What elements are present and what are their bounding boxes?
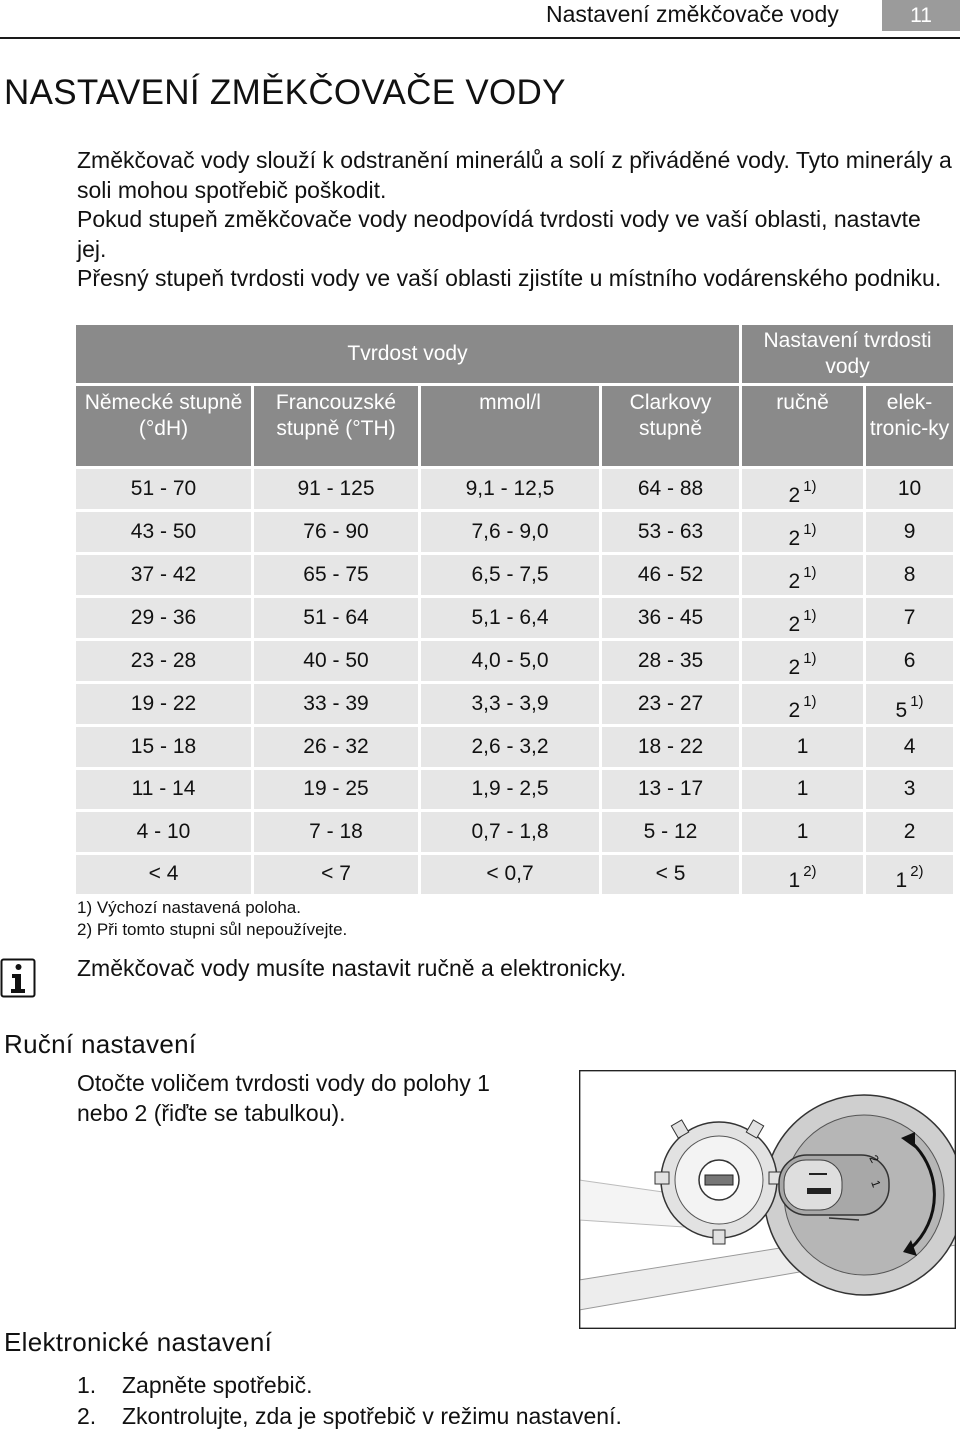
table-cell bbox=[866, 684, 953, 724]
electronic-steps bbox=[77, 1370, 622, 1431]
footnote-mark: 1) bbox=[910, 693, 923, 710]
table-cell: 8 bbox=[866, 555, 953, 595]
list-item bbox=[77, 1401, 622, 1431]
table-cell: 1 bbox=[742, 812, 863, 852]
table-cell: 51 - 64 bbox=[254, 598, 418, 638]
cell-value: 2 bbox=[789, 613, 801, 636]
table-cell bbox=[866, 855, 953, 895]
table-cell: 0,7 - 1,8 bbox=[421, 812, 599, 852]
header-divider bbox=[0, 37, 960, 39]
list-item bbox=[77, 1370, 622, 1401]
table-cell: 26 - 32 bbox=[254, 727, 418, 767]
table-cell: 6,5 - 7,5 bbox=[421, 555, 599, 595]
column-header: elek-tronic-ky bbox=[866, 386, 953, 466]
table-row bbox=[76, 469, 953, 509]
table-cell bbox=[742, 855, 863, 895]
footnote-mark: 1) bbox=[803, 478, 816, 495]
cell-value: 2 bbox=[789, 656, 801, 679]
section-heading-electronic: Elektronické nastavení bbox=[4, 1327, 272, 1358]
table-cell: 18 - 22 bbox=[602, 727, 739, 767]
info-icon bbox=[0, 958, 36, 998]
footnote-2: 2) Při tomto stupni sůl nepoužívejte. bbox=[77, 919, 347, 941]
table-row bbox=[76, 855, 953, 895]
step-number: 2. bbox=[77, 1401, 122, 1431]
manual-instruction: Otočte voličem tvrdosti vody do polohy 1 nebo 2 (řiďte se tabulkou). bbox=[77, 1068, 547, 1128]
table-row bbox=[76, 598, 953, 638]
table-cell: < 5 bbox=[602, 855, 739, 895]
column-header: ručně bbox=[742, 386, 863, 466]
intro-paragraph-2: Pokud stupeň změkčovače vody neodpovídá tvrdosti vody ve vaší oblasti, nastavte jej. bbox=[77, 205, 955, 264]
footnote-mark: 1) bbox=[803, 564, 816, 581]
table-cell: < 4 bbox=[76, 855, 251, 895]
table-cell: 7,6 - 9,0 bbox=[421, 512, 599, 552]
table-cell: 46 - 52 bbox=[602, 555, 739, 595]
table-row bbox=[76, 727, 953, 767]
footnote-mark: 2) bbox=[910, 863, 923, 880]
intro-paragraph-1: Změkčovač vody slouží k odstranění minerálů a solí z přiváděné vody. Tyto minerály a soli mohou spotřebič poškodit. bbox=[77, 146, 955, 205]
table-cell: 2,6 - 3,2 bbox=[421, 727, 599, 767]
table-cell: 15 - 18 bbox=[76, 727, 251, 767]
column-header: mmol/l bbox=[421, 386, 599, 466]
table-cell: 51 - 70 bbox=[76, 469, 251, 509]
table-cell: 1 bbox=[742, 770, 863, 810]
group-header-hardness: Tvrdost vody bbox=[76, 325, 739, 383]
table-cell bbox=[742, 598, 863, 638]
table-cell: 37 - 42 bbox=[76, 555, 251, 595]
table-cell: < 0,7 bbox=[421, 855, 599, 895]
footnote-1: 1) Výchozí nastavená poloha. bbox=[77, 897, 347, 919]
table-cell: 76 - 90 bbox=[254, 512, 418, 552]
table-cell: 43 - 50 bbox=[76, 512, 251, 552]
water-hardness-table bbox=[73, 322, 956, 897]
cell-value: 1 bbox=[896, 869, 908, 892]
table-cell: 33 - 39 bbox=[254, 684, 418, 724]
table-cell: 1,9 - 2,5 bbox=[421, 770, 599, 810]
intro-text bbox=[77, 146, 955, 294]
hardness-dial-illustration bbox=[579, 1070, 956, 1329]
table-cell: 29 - 36 bbox=[76, 598, 251, 638]
table-cell: 64 - 88 bbox=[602, 469, 739, 509]
table-cell: 19 - 25 bbox=[254, 770, 418, 810]
table-cell: 5 - 12 bbox=[602, 812, 739, 852]
table-cell: 53 - 63 bbox=[602, 512, 739, 552]
footnote-mark: 1) bbox=[803, 693, 816, 710]
table-cell: 3 bbox=[866, 770, 953, 810]
table-row bbox=[76, 812, 953, 852]
page-title: NASTAVENÍ ZMĚKČOVAČE VODY bbox=[4, 73, 566, 113]
table-cell: 9 bbox=[866, 512, 953, 552]
table-cell: < 7 bbox=[254, 855, 418, 895]
footnote-mark: 2) bbox=[803, 863, 816, 880]
step-text: Zkontrolujte, zda je spotřebič v režimu nastavení. bbox=[122, 1403, 622, 1429]
table-cell: 7 - 18 bbox=[254, 812, 418, 852]
footnote-mark: 1) bbox=[803, 521, 816, 538]
info-note: Změkčovač vody musíte nastavit ručně a elektronicky. bbox=[77, 955, 626, 982]
table-row bbox=[76, 641, 953, 681]
footnote-mark: 1) bbox=[803, 607, 816, 624]
cell-value: 1 bbox=[789, 869, 801, 892]
footnote-mark: 1) bbox=[803, 650, 816, 667]
table-cell: 10 bbox=[866, 469, 953, 509]
table-cell: 1 bbox=[742, 727, 863, 767]
cell-value: 2 bbox=[789, 527, 801, 550]
table-cell: 11 - 14 bbox=[76, 770, 251, 810]
table-cell: 23 - 28 bbox=[76, 641, 251, 681]
cell-value: 2 bbox=[789, 484, 801, 507]
table-cell bbox=[742, 512, 863, 552]
cell-value: 5 bbox=[896, 699, 908, 722]
table-cell: 65 - 75 bbox=[254, 555, 418, 595]
table-cell bbox=[742, 555, 863, 595]
table-cell: 3,3 - 3,9 bbox=[421, 684, 599, 724]
step-text: Zapněte spotřebič. bbox=[122, 1372, 313, 1398]
column-header: Německé stupně (°dH) bbox=[76, 386, 251, 466]
table-cell: 36 - 45 bbox=[602, 598, 739, 638]
table-cell: 28 - 35 bbox=[602, 641, 739, 681]
table-cell: 7 bbox=[866, 598, 953, 638]
table-cell: 23 - 27 bbox=[602, 684, 739, 724]
table-footnotes bbox=[77, 897, 347, 941]
table-cell: 9,1 - 12,5 bbox=[421, 469, 599, 509]
table-cell bbox=[742, 469, 863, 509]
table-cell: 4 bbox=[866, 727, 953, 767]
table-row bbox=[76, 770, 953, 810]
cell-value: 2 bbox=[789, 570, 801, 593]
header-title: Nastavení změkčovače vody bbox=[546, 1, 839, 28]
table-cell: 2 bbox=[866, 812, 953, 852]
page-number: 11 bbox=[882, 0, 960, 31]
group-header-setting: Nastavení tvrdosti vody bbox=[742, 325, 953, 383]
table-cell: 5,1 - 6,4 bbox=[421, 598, 599, 638]
table-row bbox=[76, 512, 953, 552]
table-cell: 91 - 125 bbox=[254, 469, 418, 509]
step-number: 1. bbox=[77, 1370, 122, 1401]
column-header: Francouzské stupně (°TH) bbox=[254, 386, 418, 466]
table-cell: 19 - 22 bbox=[76, 684, 251, 724]
table-cell: 4 - 10 bbox=[76, 812, 251, 852]
table-row bbox=[76, 684, 953, 724]
table-cell bbox=[742, 684, 863, 724]
dial-mark-1: 1 bbox=[868, 1178, 884, 1189]
table-cell: 13 - 17 bbox=[602, 770, 739, 810]
cell-value: 2 bbox=[789, 699, 801, 722]
table-cell: 4,0 - 5,0 bbox=[421, 641, 599, 681]
column-header: Clarkovy stupně bbox=[602, 386, 739, 466]
dial-mark-2: 2 bbox=[866, 1153, 882, 1166]
table-cell bbox=[742, 641, 863, 681]
table-cell: 6 bbox=[866, 641, 953, 681]
table-cell: 40 - 50 bbox=[254, 641, 418, 681]
intro-paragraph-3: Přesný stupeň tvrdosti vody ve vaší oblasti zjistíte u místního vodárenského podniku. bbox=[77, 264, 955, 294]
table-row bbox=[76, 555, 953, 595]
section-heading-manual: Ruční nastavení bbox=[4, 1029, 196, 1060]
